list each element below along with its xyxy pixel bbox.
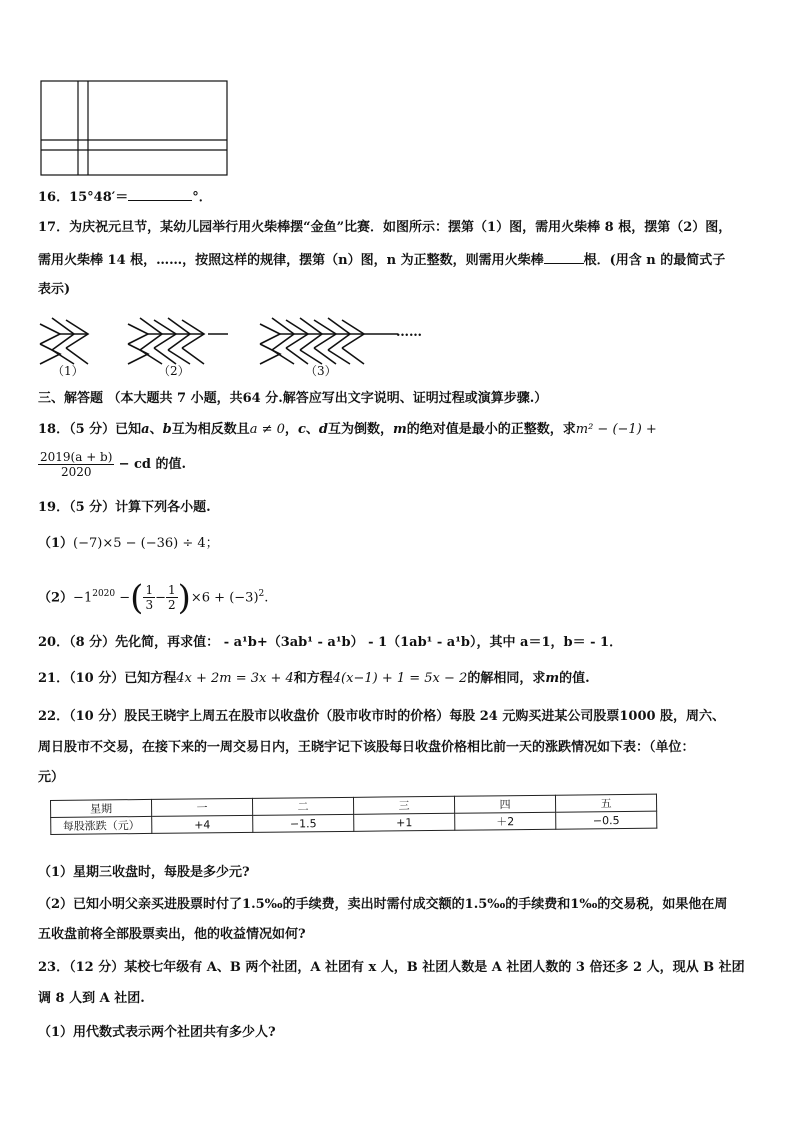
fish-1 <box>40 318 88 364</box>
question-18-line2: $\frac{2019(a + b)}{2020}$ − cd 的值. <box>40 450 187 479</box>
question-23-part1: （1）用代数式表示两个社团共有多少人? <box>38 1025 276 1040</box>
table-cell: −0.5 <box>556 811 657 829</box>
table-header-cell: 星期 <box>51 799 152 817</box>
figure-label-1: （1） <box>52 364 84 378</box>
question-22-line1: 22．（10 分）股民王晓宇上周五在股市以收盘价（股市收市时的价格）每股 24 元购买进某公司股票1000 股，周六、 <box>38 709 726 724</box>
figure-label-3: （3） <box>305 364 337 378</box>
table-cell: +1 <box>354 813 455 831</box>
table-header-cell: 五 <box>555 794 656 812</box>
answer-blank[interactable] <box>544 250 584 264</box>
question-22-part2-line2: 五收盘前将全部股票卖出，他的收益情况如何? <box>38 927 306 942</box>
fraction: $\frac{2019(a + b)}{2020}$ <box>40 450 113 479</box>
question-22-part1: （1）星期三收盘时，每股是多少元? <box>38 865 250 880</box>
question-23-line2: 调 8 人到 A 社团. <box>38 991 145 1006</box>
table-header-cell: 三 <box>353 796 454 814</box>
question-23-line1: 23．（12 分）某校七年级有 A、B 两个社团，A 社团有 x 人，B 社团人数是 A 社团人数的 3 倍还多 2 人，现从 B 社团 <box>38 960 745 975</box>
table-row-label: 每股涨跌（元） <box>51 816 152 834</box>
table-header-cell: 一 <box>151 798 252 816</box>
table-header-cell: 二 <box>252 797 353 815</box>
question-18-line1: 18．（5 分）已知a、b互为相反数且a ≠ 0，c、d互为倒数，m的绝对值是最小的正整数，求m² − (−1) + <box>38 422 657 437</box>
question-17-line3: 表示) <box>38 282 71 297</box>
question-21: 21．（10 分）已知方程4x + 2m = 3x + 4和方程4(x−1) + 1 = 5x − 2的解相同，求m的值. <box>38 671 590 686</box>
table-cell: ＋2 <box>455 812 556 830</box>
question-19-part1: （1）(−7)×5 − (−36) ÷ 4； <box>38 536 219 551</box>
table-cell: −1.5 <box>253 814 354 832</box>
question-19-title: 19．（5 分）计算下列各小题. <box>38 500 211 515</box>
table-cell: +4 <box>152 815 253 833</box>
matchstick-fish-figure <box>38 312 478 380</box>
figure-label-2: （2） <box>158 364 190 378</box>
stock-change-table <box>50 794 657 835</box>
section-heading: 三、解答题 （本大题共 7 小题，共64 分.解答应写出文字说明、证明过程或演算步骤.） <box>38 391 548 406</box>
question-22-line2: 周日股市不交易，在接下来的一周交易日内，王晓宇记下该股每日收盘价格相比前一天的涨跌情况如下表：（单位： <box>38 740 695 755</box>
question-16: 16．15°48′＝ °． <box>38 187 212 207</box>
question-20: 20．（8 分）先化简，再求值： - a¹b+（3ab¹ - a¹b） - 1（1ab¹ - a¹b），其中 a＝1，b＝ - 1． <box>38 635 623 650</box>
stock-table-wrapper <box>50 794 657 835</box>
table-header-cell: 四 <box>454 795 555 813</box>
fish-2 <box>128 318 228 364</box>
question-19-part2: $(2)-1^{2020}$ −( $\frac{1}{3}$ − $\frac{1}{2}$ )$\times 6 + (-3)^2$. <box>38 577 269 618</box>
question-17-line1: 17．为庆祝元旦节，某幼儿园举行用火柴棒摆“金鱼”比赛．如图所示：摆第（1）图，需用火柴棒 8 根，摆第（2）图， <box>38 220 732 235</box>
answer-blank[interactable] <box>128 187 192 201</box>
question-22-line3: 元） <box>38 770 65 785</box>
question-22-part2-line1: （2）已知小明父亲买进股票时付了1.5‰的手续费，卖出时需付成交额的1.5‰的手续费和1‰的交易税，如果他在周 <box>38 897 728 912</box>
question-17-line2: 需用火柴棒 14 根，……，按照这样的规律，摆第（n）图，n 为正整数，则需用火柴棒 根．(用含 n 的最简式子 <box>38 250 725 270</box>
continuation-dots: …… <box>396 325 422 340</box>
fish-3 <box>260 318 398 364</box>
grid-figure <box>40 80 230 178</box>
